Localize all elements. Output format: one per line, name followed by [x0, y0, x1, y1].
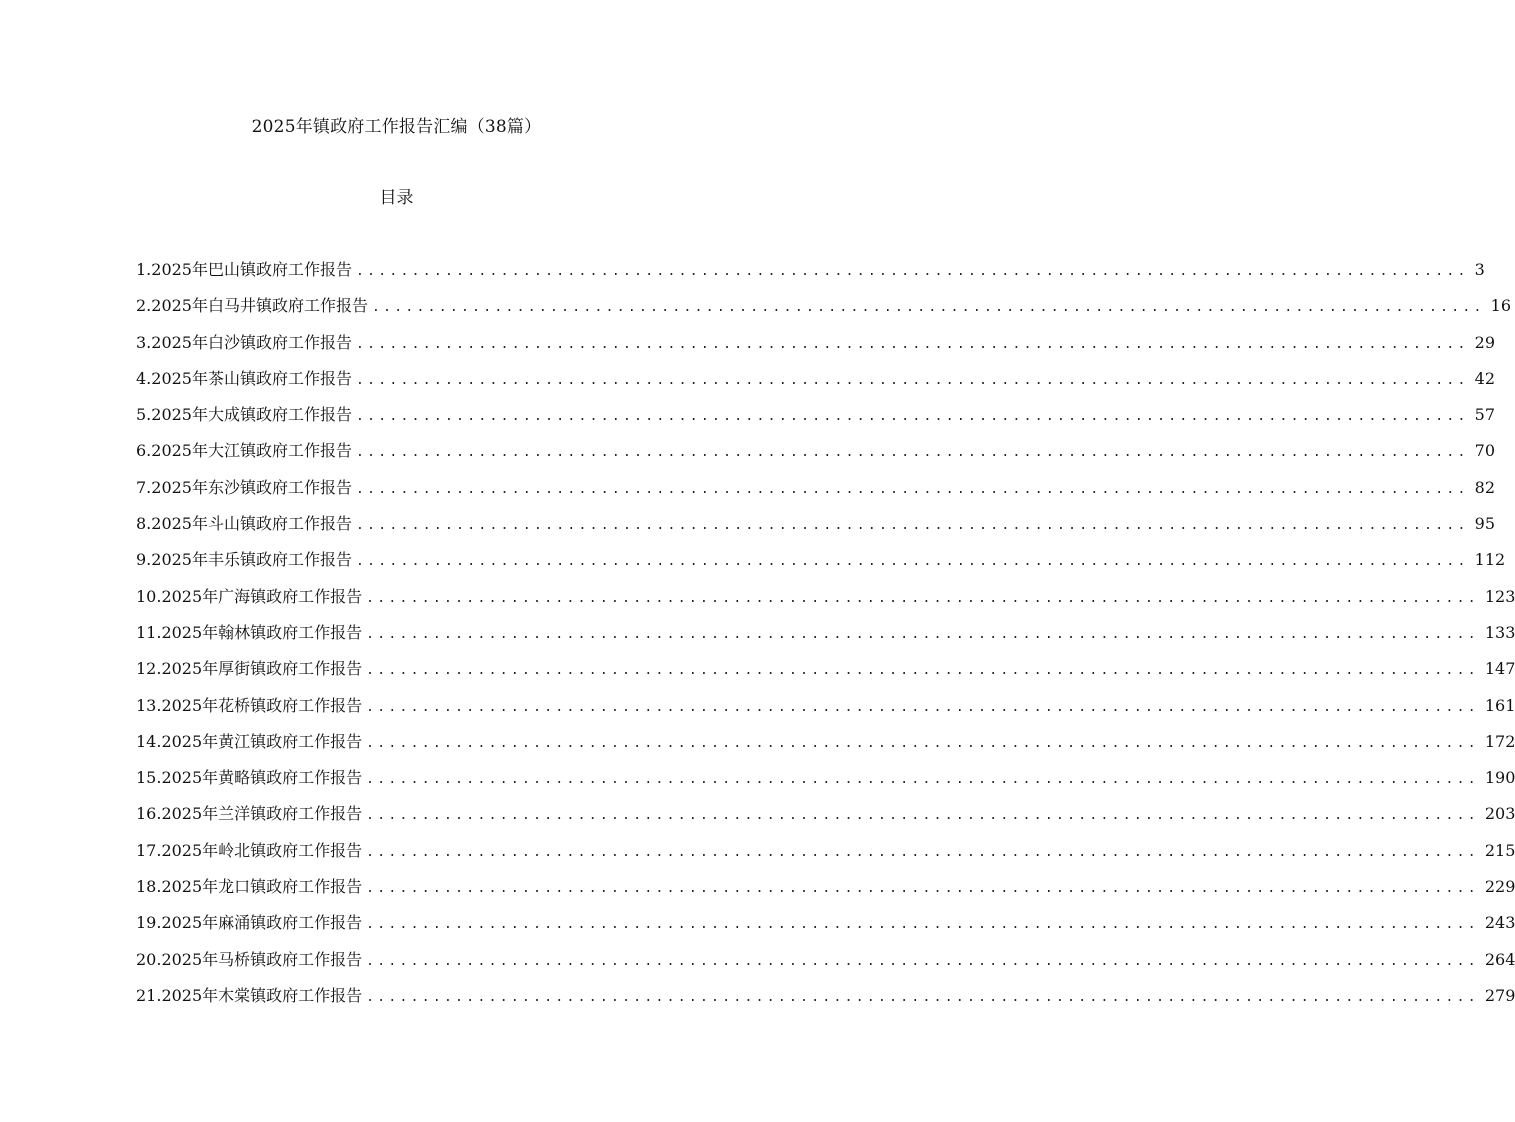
toc-dot-leader: ....................................................................................................	[366, 735, 1479, 751]
toc-entry-title[interactable]: 18.2025年龙口镇政府工作报告	[136, 877, 363, 897]
table-of-contents	[136, 259, 1515, 1021]
toc-page-number[interactable]: 133	[1484, 622, 1515, 642]
toc-entry[interactable]	[136, 658, 1515, 694]
toc-page-number[interactable]: 190	[1484, 768, 1515, 788]
toc-page-number[interactable]: 29	[1474, 332, 1496, 352]
toc-dot-leader: ....................................................................................................	[366, 590, 1479, 606]
toc-entry[interactable]	[136, 332, 1496, 368]
toc-entry-title[interactable]: 12.2025年厚街镇政府工作报告	[136, 659, 363, 679]
toc-entry[interactable]	[136, 586, 1515, 622]
toc-entry[interactable]	[136, 876, 1515, 912]
toc-page-number[interactable]: 172	[1484, 731, 1515, 751]
toc-dot-leader: ....................................................................................................	[356, 409, 1469, 425]
toc-entry-title[interactable]: 3.2025年白沙镇政府工作报告	[136, 332, 352, 352]
toc-dot-leader: ....................................................................................................	[356, 518, 1469, 534]
toc-entry-title[interactable]: 6.2025年大江镇政府工作报告	[136, 441, 352, 461]
toc-entry-title[interactable]: 11.2025年翰林镇政府工作报告	[136, 622, 363, 642]
toc-entry-title[interactable]: 21.2025年木棠镇政府工作报告	[136, 985, 363, 1005]
toc-page-number[interactable]: 279	[1484, 985, 1515, 1005]
toc-page-number[interactable]: 203	[1484, 804, 1515, 824]
toc-entry[interactable]	[136, 803, 1515, 839]
toc-heading: 目录	[379, 188, 414, 208]
toc-entry-title[interactable]: 13.2025年花桥镇政府工作报告	[136, 695, 363, 715]
toc-entry[interactable]	[136, 549, 1506, 585]
toc-dot-leader: ....................................................................................................	[366, 699, 1479, 715]
toc-dot-leader: ....................................................................................................	[366, 989, 1479, 1005]
toc-dot-leader: ....................................................................................................	[366, 844, 1479, 860]
toc-page-number[interactable]: 112	[1474, 550, 1506, 570]
toc-entry[interactable]	[136, 840, 1515, 876]
toc-page-number[interactable]: 215	[1484, 840, 1515, 860]
toc-entry[interactable]	[136, 912, 1515, 948]
toc-page-number[interactable]: 229	[1484, 877, 1515, 897]
toc-entry[interactable]	[136, 295, 1512, 331]
toc-entry-title[interactable]: 5.2025年大成镇政府工作报告	[136, 405, 352, 425]
toc-entry-title[interactable]: 8.2025年斗山镇政府工作报告	[136, 514, 352, 534]
toc-page-number[interactable]: 147	[1484, 659, 1515, 679]
toc-dot-leader: ....................................................................................................	[356, 445, 1469, 461]
toc-dot-leader: ....................................................................................................	[356, 554, 1469, 570]
toc-dot-leader: ....................................................................................................	[356, 264, 1469, 279]
document-title: 2025年镇政府工作报告汇编（38篇）	[251, 117, 542, 137]
toc-entry-title[interactable]: 10.2025年广海镇政府工作报告	[136, 586, 363, 606]
toc-dot-leader: ....................................................................................................	[366, 808, 1479, 824]
toc-entry[interactable]	[136, 695, 1515, 731]
toc-page-number[interactable]: 70	[1474, 441, 1496, 461]
toc-entry[interactable]	[136, 622, 1515, 658]
toc-entry-title[interactable]: 17.2025年岭北镇政府工作报告	[136, 840, 363, 860]
toc-entry[interactable]	[136, 513, 1496, 549]
toc-entry[interactable]	[136, 767, 1515, 803]
toc-entry[interactable]	[136, 477, 1496, 513]
toc-dot-leader: ....................................................................................................	[366, 663, 1479, 679]
toc-page-number[interactable]: 57	[1474, 405, 1496, 425]
toc-entry[interactable]	[136, 985, 1515, 1021]
toc-page-number[interactable]: 264	[1484, 949, 1515, 969]
toc-entry-title[interactable]: 16.2025年兰洋镇政府工作报告	[136, 804, 363, 824]
toc-entry-title[interactable]: 4.2025年茶山镇政府工作报告	[136, 368, 352, 388]
toc-dot-leader: ....................................................................................................	[356, 372, 1469, 388]
toc-page-number[interactable]: 123	[1484, 586, 1515, 606]
toc-entry[interactable]	[136, 731, 1515, 767]
toc-page-number[interactable]: 161	[1484, 695, 1515, 715]
toc-entry-title[interactable]: 15.2025年黄略镇政府工作报告	[136, 768, 363, 788]
toc-page-number[interactable]: 243	[1484, 913, 1515, 933]
toc-entry-title[interactable]: 9.2025年丰乐镇政府工作报告	[136, 550, 352, 570]
toc-entry[interactable]	[136, 368, 1496, 404]
toc-dot-leader: ....................................................................................................	[356, 481, 1469, 497]
toc-page-number[interactable]: 95	[1474, 514, 1496, 534]
toc-entry-title[interactable]: 14.2025年黄江镇政府工作报告	[136, 731, 363, 751]
toc-entry-title[interactable]: 2.2025年白马井镇政府工作报告	[136, 296, 368, 316]
toc-page-number[interactable]: 82	[1474, 477, 1496, 497]
toc-dot-leader: ....................................................................................................	[366, 953, 1479, 969]
toc-entry[interactable]	[136, 404, 1496, 440]
toc-entry[interactable]	[136, 949, 1515, 985]
toc-entry[interactable]	[136, 440, 1496, 476]
toc-dot-leader: ....................................................................................................	[372, 300, 1485, 316]
toc-dot-leader: ....................................................................................................	[366, 881, 1479, 897]
toc-entry-title[interactable]: 19.2025年麻涌镇政府工作报告	[136, 913, 363, 933]
toc-page-number[interactable]: 42	[1474, 368, 1496, 388]
toc-entry-title[interactable]: 20.2025年马桥镇政府工作报告	[136, 949, 363, 969]
toc-dot-leader: ....................................................................................................	[366, 917, 1479, 933]
toc-entry[interactable]	[136, 259, 1485, 295]
toc-page-number[interactable]: 16	[1490, 296, 1512, 316]
toc-dot-leader: ....................................................................................................	[366, 626, 1479, 642]
toc-dot-leader: ....................................................................................................	[366, 772, 1479, 788]
toc-dot-leader: ....................................................................................................	[356, 336, 1469, 352]
toc-entry-title[interactable]: 7.2025年东沙镇政府工作报告	[136, 477, 352, 497]
toc-entry-title[interactable]: 1.2025年巴山镇政府工作报告	[136, 260, 352, 279]
toc-page-number[interactable]: 3	[1474, 260, 1485, 279]
